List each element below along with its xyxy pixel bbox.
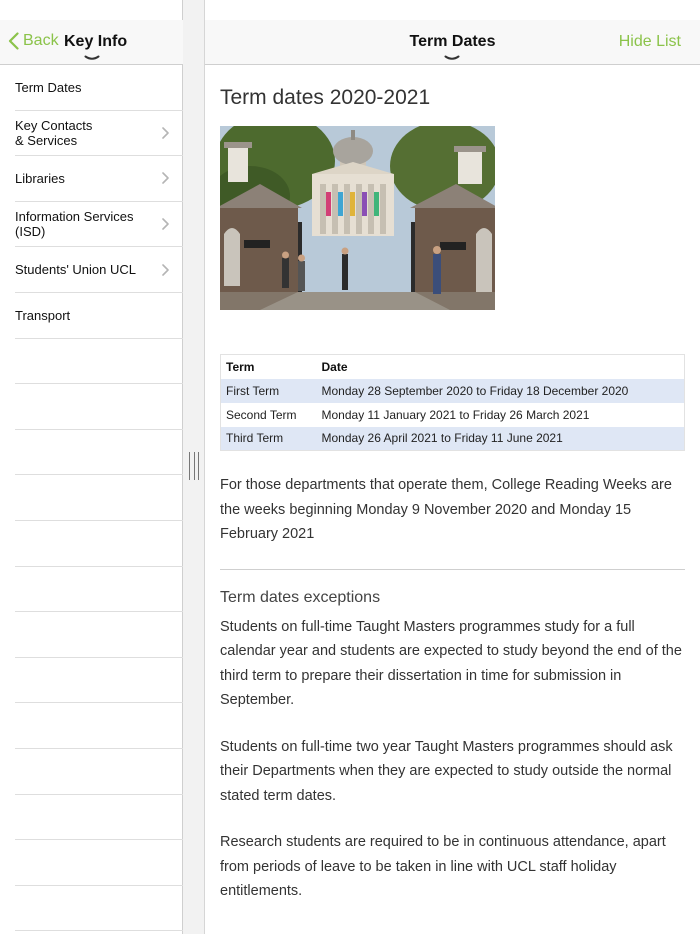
- detail-nav-bar: [205, 20, 700, 65]
- exception-paragraph: Research students are required to be in continuous attendance, apart from periods of leave to be taken in line with UCL staff holiday entitlements.: [220, 834, 666, 899]
- list-item-label: Term Dates: [15, 79, 82, 95]
- list-item-label: Key Contacts & Services: [15, 117, 93, 148]
- empty-list-row: [15, 658, 183, 704]
- detail-content: [220, 65, 685, 904]
- list-item[interactable]: [15, 247, 183, 293]
- table-header-row: [221, 355, 685, 379]
- split-view-divider[interactable]: [183, 0, 205, 934]
- divider-handle-icon[interactable]: [189, 452, 199, 480]
- list-item-label: Libraries: [15, 170, 65, 186]
- chevron-down-icon: [84, 55, 100, 61]
- term-dates-table: [220, 354, 685, 451]
- table-row: [221, 379, 685, 403]
- exceptions-heading: Term dates exceptions: [220, 588, 381, 606]
- empty-list-row: [15, 749, 183, 795]
- list-item-label: Transport: [15, 307, 71, 323]
- master-nav-bar: [0, 20, 183, 65]
- chevron-down-icon: [444, 55, 460, 61]
- chevron-right-icon: [162, 127, 169, 139]
- date-cell: Monday 28 September 2020 to Friday 18 December 2020: [317, 379, 685, 403]
- date-cell: Monday 11 January 2021 to Friday 26 March 2021: [321, 407, 590, 422]
- date-cell: Monday 26 April 2021 to Friday 11 June 2021: [317, 427, 685, 451]
- detail-title: Term Dates: [409, 33, 496, 50]
- list-item-label: Students' Union UCL: [15, 262, 136, 278]
- hide-list-button[interactable]: Hide List: [618, 33, 681, 50]
- chevron-left-icon: [8, 32, 19, 50]
- empty-list-row: [15, 612, 183, 658]
- list-item[interactable]: [15, 111, 183, 157]
- exception-paragraph: Students on full-time Taught Masters programmes study for a full calendar year and students are expected to study beyond the end of the third term to prepare their dissertation in time for submission in September.: [220, 618, 682, 708]
- master-pane: [0, 0, 183, 934]
- detail-pane: [205, 0, 700, 934]
- empty-list-row: [15, 795, 183, 841]
- empty-list-row: [15, 703, 183, 749]
- list-item-label: Information Services (ISD): [15, 209, 134, 240]
- term-cell: Second Term: [226, 407, 297, 422]
- section-divider: [220, 569, 685, 570]
- list-item[interactable]: [15, 293, 183, 339]
- exception-paragraph: Students on full-time two year Taught Masters programmes should ask their Departments when they are expected to study outside the normal stated term dates.: [220, 738, 673, 804]
- master-title: Key Info: [64, 33, 128, 50]
- empty-list-row: [15, 840, 183, 886]
- page-title: Term dates 2020-2021: [220, 86, 431, 109]
- ucl-campus-photo: [220, 126, 495, 310]
- column-header-term: Term: [221, 355, 317, 379]
- empty-list-row: [15, 521, 183, 567]
- empty-list-row: [15, 886, 183, 932]
- chevron-right-icon: [162, 218, 169, 230]
- chevron-right-icon: [162, 172, 169, 184]
- empty-list-row: [15, 384, 183, 430]
- table-row: [221, 403, 685, 427]
- column-header-date: Date: [317, 355, 685, 379]
- term-cell: Third Term: [221, 427, 317, 451]
- list-item[interactable]: [15, 156, 183, 202]
- term-cell: First Term: [221, 379, 317, 403]
- back-button[interactable]: [8, 32, 59, 50]
- chevron-right-icon: [162, 264, 169, 276]
- empty-list-row: [15, 567, 183, 613]
- list-item[interactable]: [15, 202, 183, 248]
- empty-list-row: [15, 339, 183, 385]
- key-info-list: [0, 65, 183, 931]
- reading-weeks-text: For those departments that operate them, College Reading Weeks are the weeks beginning Monday 9 November 2020 and Monday 15 February 2021: [220, 477, 672, 542]
- empty-list-row: [15, 430, 183, 476]
- list-item[interactable]: [15, 65, 183, 111]
- empty-list-row: [15, 475, 183, 521]
- back-label: Back: [23, 32, 59, 49]
- table-row: [221, 427, 685, 451]
